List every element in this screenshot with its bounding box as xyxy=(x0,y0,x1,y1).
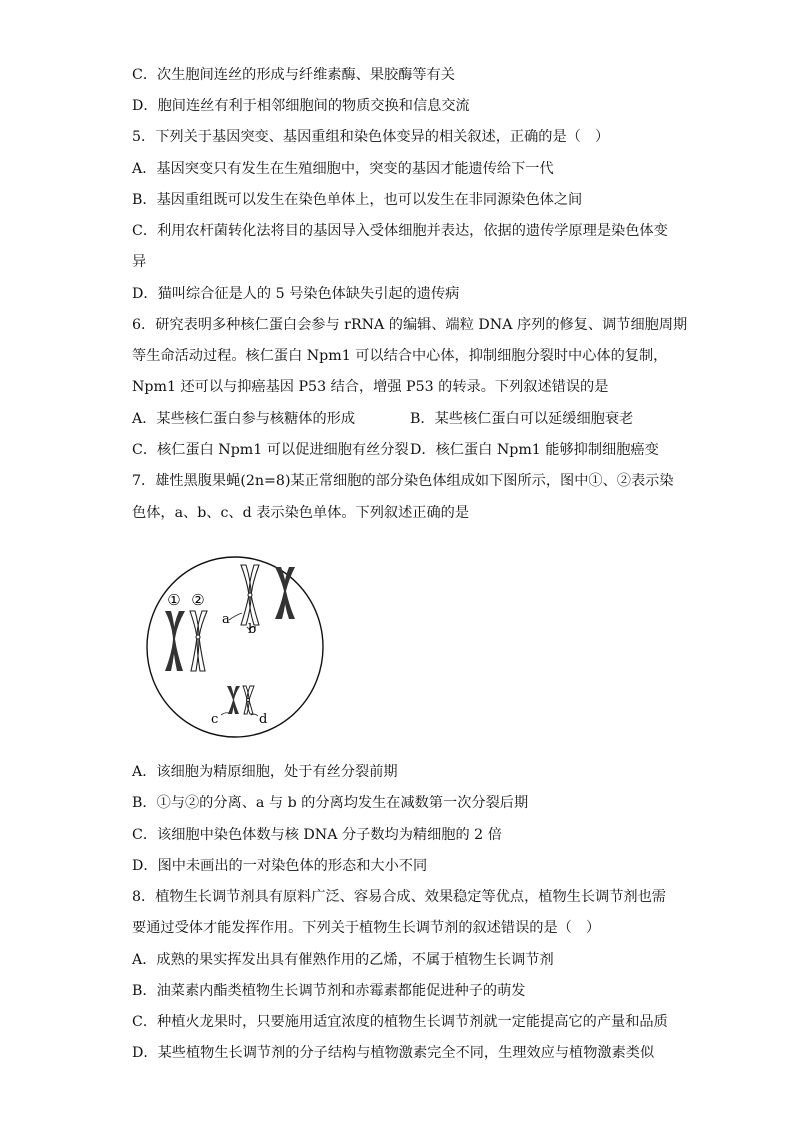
q6-stem-line3: Npm1 还可以与抑癌基因 P53 结合，增强 P53 的转录。下列叙述错误的是 xyxy=(132,379,609,395)
q6-option-b: B．某些核仁蛋白可以延缓细胞衰老 xyxy=(410,411,634,427)
q5-option-d: D．猫叫综合征是人的 5 号染色体缺失引起的遗传病 xyxy=(132,286,460,302)
label-b: b xyxy=(248,622,257,637)
q8-stem-line1: 8．植物生长调节剂具有原料广泛、容易合成、效果稳定等优点，植物生长调节剂也需 xyxy=(132,889,666,905)
chromosome-2 xyxy=(190,611,207,671)
pointer-d xyxy=(251,714,258,716)
q6-stem-line1: 6．研究表明多种核仁蛋白会参与 rRNA 的编辑、端粒 DNA 序列的修复、调节细胞周期 xyxy=(132,317,688,333)
q5-stem: 5．下列关于基因突变、基因重组和染色体变异的相关叙述，正确的是（ ） xyxy=(132,129,610,145)
label-a: a xyxy=(222,612,230,627)
q7-option-b: B．①与②的分离、a 与 b 的分离均发生在减数第一次分裂后期 xyxy=(132,795,529,811)
pointer-c xyxy=(221,713,229,715)
q6-stem-line2: 等生命活动过程。核仁蛋白 Npm1 可以结合中心体，抑制细胞分裂时中心体的复制， xyxy=(132,348,668,364)
centromere xyxy=(247,699,250,702)
q7-option-d: D．图中未画出的一对染色体的形态和大小不同 xyxy=(132,858,428,874)
chromosome-ab xyxy=(229,565,259,630)
q5-option-b: B．基因重组既可以发生在染色单体上，也可以发生在非同源染色体之间 xyxy=(132,192,583,208)
centromere xyxy=(196,635,200,639)
q4-option-d: D．胞间连丝有利于相邻细胞间的物质交换和信息交流 xyxy=(132,98,470,114)
label-c: c xyxy=(211,712,219,727)
chromosome-1 xyxy=(165,611,185,671)
q5-option-a: A．基因突变只有发生在生殖细胞中，突变的基因才能遗传给下一代 xyxy=(132,161,554,177)
q6-option-d: D．核仁蛋白 Npm1 能够抑制细胞癌变 xyxy=(410,442,659,458)
centromere xyxy=(248,593,252,597)
q7-stem-line1: 7．雄性黑腹果蝇(2n=8)某正常细胞的部分染色体组成如下图所示，图中①、②表示染 xyxy=(132,473,674,489)
chromosome-cd xyxy=(221,686,258,716)
label-d: d xyxy=(259,712,268,727)
chromatid xyxy=(190,611,199,671)
q8-option-d: D．某些植物生长调节剂的分子结构与植物激素完全不同，生理效应与植物激素类似 xyxy=(132,1045,655,1061)
pointer-a xyxy=(229,613,242,620)
label-chromosome-1: ① xyxy=(167,591,181,609)
q8-option-b: B．油菜素内酯类植物生长调节剂和赤霉素都能促进种子的萌发 xyxy=(132,983,526,999)
q5-option-c-line2: 异 xyxy=(132,254,147,270)
chromosome-cell-figure xyxy=(145,555,325,740)
q8-stem-line2: 要通过受体才能发挥作用。下列关于植物生长调节剂的叙述错误的是（ ） xyxy=(132,920,601,936)
chromatid xyxy=(284,567,295,619)
label-chromosome-2: ② xyxy=(191,591,205,609)
q4-option-c: C．次生胞间连丝的形成与纤维素酶、果胶酶等有关 xyxy=(132,67,455,83)
q8-option-a: A．成熟的果实挥发出具有催熟作用的乙烯，不属于植物生长调节剂 xyxy=(132,952,554,968)
q7-option-a: A．该细胞为精原细胞，处于有丝分裂前期 xyxy=(132,764,398,780)
q6-option-c: C．核仁蛋白 Npm1 可以促进细胞有丝分裂 xyxy=(132,442,409,458)
chromatid-c xyxy=(227,686,234,714)
chromatid xyxy=(173,611,185,671)
q6-option-a: A．某些核仁蛋白参与核糖体的形成 xyxy=(132,411,356,427)
chromatid xyxy=(233,686,240,714)
q5-option-c-line1: C．利用农杆菌转化法将目的基因导入受体细胞并表达，依据的遗传学原理是染色体变 xyxy=(132,223,668,239)
q7-stem-line2: 色体，a、b、c、d 表示染色单体。下列叙述正确的是 xyxy=(132,505,470,521)
chromosome-dark-large xyxy=(275,567,295,619)
q8-option-c: C．种植火龙果时，只要施用适宜浓度的植物生长调节剂就一定能提高它的产量和品质 xyxy=(132,1014,668,1030)
q7-option-c: C．该细胞中染色体数与核 DNA 分子数均为精细胞的 2 倍 xyxy=(132,827,502,843)
